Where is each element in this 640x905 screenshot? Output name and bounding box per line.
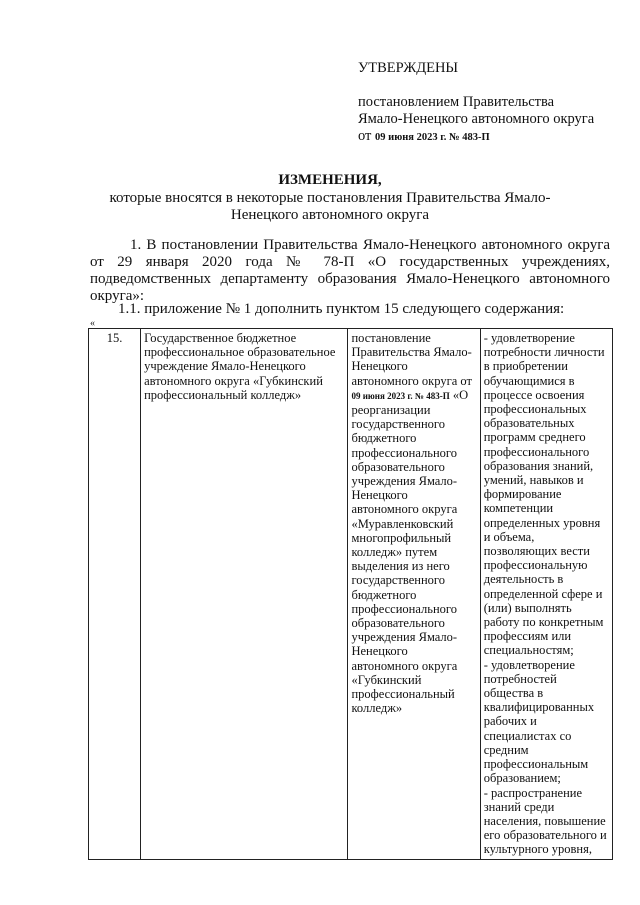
approval-line-2: Ямало-Ненецкого автономного округа (358, 111, 595, 127)
approval-date-line (358, 128, 628, 146)
goal-1: - удовлетворение потребности личности в приобретении обучающимися в процессе освоения профессиональных образовательных программ среднего профессионального образования знаний, умений, навыков и формирование компетенции определенных уровня и объема, позволяющих вести профессиональную деятельность в определенной сфере и (или) выполнять работу по конкретным профессиям или специальностям; (483, 331, 605, 658)
cell-document (348, 329, 480, 860)
doc-date: 09 июня 2023 г. № 483-П (351, 390, 450, 401)
doc-prefix: постановление Правительства Ямало-Ненецкого автономного округа (351, 331, 472, 388)
approval-from: от (358, 128, 372, 144)
goal-3: - распространение знаний среди населения, повышение его образовательного и культурного уровня, (483, 785, 607, 857)
cell-number: 15. (89, 329, 141, 860)
table-row (89, 329, 613, 860)
approval-block (358, 60, 628, 146)
approval-heading: УТВЕРЖДЕНЫ (358, 60, 459, 76)
paragraph-1: 1. В постановлении Правительства Ямало-Ненецкого автономного округа от 29 января 2020 года № 78-П «О государственных учреждениях, подведомственных департаменту образования Ямало-Ненецкого автономного округа»: (90, 237, 610, 304)
document-subtitle: которые вносятся в некоторые постановления Правительства Ямало-Ненецкого автономного округа (109, 190, 551, 223)
doc-rest: «О реорганизации государственного бюджетного профессионального образовательного учреждения Ямало-Ненецкого автономного округа «Муравленковский многопрофильный колледж» путем выделения из него государственного бюджетного профессионального образовательного учреждения Ямало-Ненецкого автономного округа «Губкинский профессиональный колледж» (351, 387, 469, 716)
opening-quote: « (90, 318, 95, 329)
goal-2: - удовлетворение потребностей общества в квалифицированных рабочих и специалистах со средним профессиональным образованием; (483, 657, 595, 786)
doc-from: от (460, 373, 472, 388)
institution-table (88, 328, 613, 860)
cell-institution: Государственное бюджетное профессиональное образовательное учреждение Ямало-Ненецкого автономного округа «Губкинский профессиональный колледж» (141, 329, 348, 860)
approval-date: 09 июня 2023 г. № 483-П (375, 132, 490, 143)
cell-goals (480, 329, 612, 860)
document-title: ИЗМЕНЕНИЯ, (278, 172, 382, 188)
approval-line-1: постановлением Правительства (358, 94, 555, 110)
paragraph-2: 1.1. приложение № 1 дополнить пунктом 15 следующего содержания: (118, 301, 565, 317)
